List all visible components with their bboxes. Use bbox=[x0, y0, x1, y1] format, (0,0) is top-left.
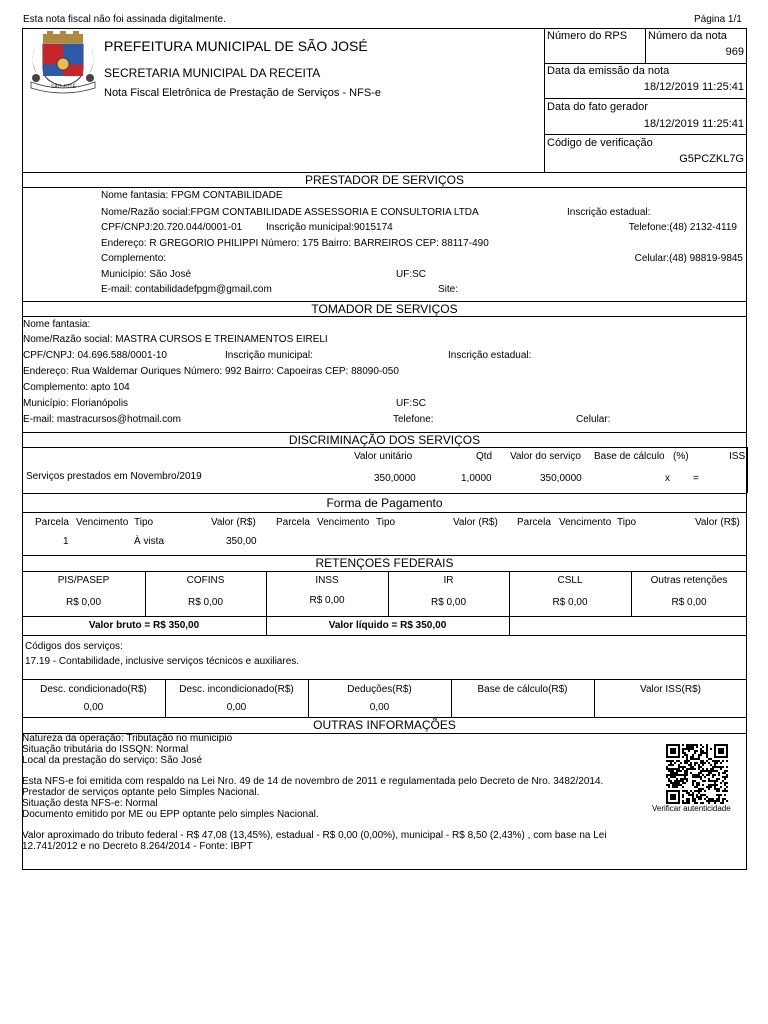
tomador-email: E-mail: mastracursos@hotmail.com bbox=[23, 414, 181, 425]
ret-value-csll: R$ 0,00 bbox=[552, 597, 588, 608]
prestador-municipio: Município: São José bbox=[101, 269, 192, 280]
verificar-autenticidade-link[interactable]: Verificar autenticidade bbox=[652, 804, 731, 813]
outras-line-10: Valor aproximado do tributo federal - R$ 47,08 (13,45%), estadual - R$ 0,00 (0,00%), municipal - R$ 8,50 (2,43%) , com base na Lei bbox=[22, 830, 607, 842]
prestador-endereco: Endereço: R GREGORIO PHILIPPI Número: 175 Bairro: BARREIROS CEP: 88117-490 bbox=[101, 238, 489, 249]
ded-label-base: Base de cálculo(R$) bbox=[477, 684, 568, 695]
outras-info-text bbox=[22, 734, 607, 853]
ret-value-ir: R$ 0,00 bbox=[430, 597, 467, 608]
prestador-fantasia: Nome fantasia: FPGM CONTABILIDADE bbox=[101, 190, 283, 201]
ret-label-inss: INSS bbox=[315, 575, 339, 586]
fato-value: 18/12/2019 11:25:41 bbox=[643, 118, 744, 130]
col-valor-unitario: Valor unitário bbox=[354, 451, 413, 462]
retencoes-section-title: RETENÇOES FEDERAIS bbox=[315, 556, 454, 570]
col-qtd: Qtd bbox=[476, 451, 493, 462]
pag-col-valor-1: Valor (R$) bbox=[211, 517, 256, 528]
tomador-fantasia: Nome fantasia: bbox=[23, 319, 91, 330]
servico-descricao: Serviços prestados em Novembro/2019 bbox=[26, 471, 202, 482]
ret-value-cofins: R$ 0,00 bbox=[187, 597, 224, 608]
tomador-celular: Celular: bbox=[576, 414, 611, 425]
pag-col-parcela-1: Parcela bbox=[35, 517, 69, 528]
prestador-title-rule bbox=[22, 187, 747, 188]
ret-label-outras: Outras retenções bbox=[650, 575, 728, 586]
codigos-label: Códigos dos serviços: bbox=[25, 641, 123, 652]
tomador-title-rule bbox=[22, 316, 747, 317]
ret-label-cofins: COFINS bbox=[186, 575, 225, 586]
outras-line-5: Esta NFS-e foi emitida com respaldo na Lei Nro. 49 de 14 de novembro de 2011 e regulamentada pelo Decreto de Nro. 3482/2014. bbox=[22, 776, 604, 788]
outras-line-3: Local da prestação do serviço: São José bbox=[22, 754, 203, 766]
col-percent: (%) bbox=[673, 451, 689, 462]
pag-col-valor-3: Valor (R$) bbox=[695, 517, 740, 528]
pag-col-parcela-2: Parcela bbox=[276, 517, 310, 528]
ded-label-condicionado: Desc. condicionado(R$) bbox=[40, 684, 147, 695]
pag-col-vencimento-2: Vencimento bbox=[317, 517, 370, 528]
tomador-im: Inscrição municipal: bbox=[225, 350, 313, 361]
outras-line-11: 12.741/2012 e no Decreto 8.264/2014 - Fonte: IBPT bbox=[22, 840, 253, 852]
prestador-im: Inscrição municipal:9015174 bbox=[266, 222, 393, 233]
outras-line-8: Documento emitido por ME ou EPP optante pelo simples Nacional. bbox=[22, 808, 319, 820]
nfse-title: Nota Fiscal Eletrônica de Prestação de Serviços - NFS-e bbox=[104, 87, 381, 99]
valor-bruto: Valor bruto = R$ 350,00 bbox=[88, 620, 200, 631]
pagamento-top-rule bbox=[22, 493, 747, 494]
pag-col-tipo-3: Tipo bbox=[617, 517, 637, 528]
prestador-cpf: CPF/CNPJ:20.720.044/0001-01 bbox=[101, 222, 243, 233]
servico-valor: 350,0000 bbox=[540, 473, 582, 484]
codigo-label: Código de verificação bbox=[547, 137, 653, 149]
outras-line-6: Prestador de serviços optante pelo Simples Nacional. bbox=[22, 786, 260, 798]
prestador-ie: Inscrição estadual: bbox=[567, 207, 651, 218]
retencoes-values-rule bbox=[22, 616, 747, 617]
fato-label: Data do fato gerador bbox=[547, 101, 648, 113]
tomador-telefone: Telefone: bbox=[393, 414, 434, 425]
prefeitura-title: PREFEITURA MUNICIPAL DE SÃO JOSÉ bbox=[104, 38, 368, 54]
prestador-razao: Nome/Razão social:FPGM CONTABILIDADE ASSESSORIA E CONSULTORIA LTDA bbox=[101, 207, 479, 218]
prestador-site: Site: bbox=[438, 284, 459, 295]
outras-line-1: Natureza da operação: Tributação no municipio bbox=[22, 733, 233, 744]
pag-col-parcela-3: Parcela bbox=[517, 517, 551, 528]
discriminacao-title-rule bbox=[22, 447, 747, 448]
rps-divider bbox=[645, 28, 646, 63]
header-rule-1 bbox=[544, 63, 747, 64]
header-rule-2 bbox=[544, 98, 747, 99]
servico-igual: = bbox=[693, 473, 699, 484]
ded-value-condicionado: 0,00 bbox=[83, 702, 104, 713]
nota-label: Número da nota bbox=[648, 30, 727, 42]
pag-col-vencimento-1: Vencimento bbox=[76, 517, 129, 528]
tomador-uf: UF:SC bbox=[396, 398, 426, 409]
ded-label-incondicionado: Desc. incondicionado(R$) bbox=[179, 684, 294, 695]
ret-value-pis: R$ 0,00 bbox=[65, 597, 102, 608]
col-valor-servico: Valor do serviço bbox=[510, 451, 581, 462]
ret-value-outras: R$ 0,00 bbox=[671, 597, 707, 608]
page-number: Página 1/1 bbox=[694, 14, 742, 25]
ret-value-inss: R$ 0,00 bbox=[309, 595, 345, 606]
outras-line-2: Situação tributária do ISSQN: Normal bbox=[22, 743, 189, 755]
pagamento-title-rule bbox=[22, 512, 747, 513]
servico-valor-unitario: 350,0000 bbox=[374, 473, 416, 484]
retencoes-title-rule bbox=[22, 571, 747, 572]
pag-row-valor: 350,00 bbox=[226, 536, 257, 547]
rps-label: Número do RPS bbox=[547, 30, 628, 42]
tomador-endereco: Endereço: Rua Waldemar Ouriques Número: 992 Bairro: Capoeiras CEP: 88090-050 bbox=[23, 366, 399, 377]
pag-row-parcela: 1 bbox=[63, 536, 69, 547]
ded-label-deducoes: Deduções(R$) bbox=[347, 684, 412, 695]
tomador-section-title: TOMADOR DE SERVIÇOS bbox=[311, 302, 458, 316]
pag-col-valor-2: Valor (R$) bbox=[453, 517, 498, 528]
prestador-complemento: Complemento: bbox=[101, 253, 167, 264]
prestador-celular: Celular:(48) 98819-9845 bbox=[634, 253, 743, 264]
emissao-value: 18/12/2019 11:25:41 bbox=[643, 81, 744, 93]
ded-value-incondicionado: 0,00 bbox=[226, 702, 247, 713]
valor-liquido: Valor líquido = R$ 350,00 bbox=[328, 620, 447, 631]
discriminacao-right-border bbox=[747, 447, 748, 493]
crest-banner-text: SÃO JOSÉ bbox=[51, 84, 77, 90]
qr-code-icon[interactable] bbox=[666, 744, 728, 804]
pag-col-tipo-1: Tipo bbox=[134, 517, 154, 528]
secretaria-title: SECRETARIA MUNICIPAL DA RECEITA bbox=[104, 66, 321, 80]
nota-value: 969 bbox=[725, 46, 744, 58]
ded-label-iss: Valor ISS(R$) bbox=[640, 684, 701, 695]
prestador-telefone: Telefone:(48) 2132-4119 bbox=[628, 222, 737, 233]
tomador-razao: Nome/Razão social: MASTRA CURSOS E TREINAMENTOS EIRELI bbox=[23, 334, 328, 345]
codigo-value: G5PCZKL7G bbox=[679, 153, 744, 165]
emissao-label: Data da emissão da nota bbox=[547, 65, 670, 77]
tomador-ie: Inscrição estadual: bbox=[448, 350, 532, 361]
pag-col-tipo-2: Tipo bbox=[376, 517, 396, 528]
col-iss: ISS bbox=[729, 451, 746, 462]
col-base-calculo: Base de cálculo bbox=[594, 451, 665, 462]
pag-row-tipo: À vista bbox=[134, 536, 165, 547]
ded-value-deducoes: 0,00 bbox=[369, 702, 390, 713]
deducoes-top-rule bbox=[22, 679, 747, 680]
ret-label-pis: PIS/PASEP bbox=[57, 575, 110, 586]
city-crest-logo bbox=[27, 30, 99, 96]
pagamento-section-title: Forma de Pagamento bbox=[326, 496, 443, 510]
tomador-complemento: Complemento: apto 104 bbox=[23, 382, 130, 393]
outras-line-7: Situação desta NFS-e: Normal bbox=[22, 797, 158, 809]
prestador-email: E-mail: contabilidadefpgm@gmail.com bbox=[101, 284, 272, 295]
servico-multiplicador: x bbox=[665, 473, 670, 484]
prestador-uf: UF:SC bbox=[396, 269, 426, 280]
discriminacao-section-title: DISCRIMINAÇÃO DOS SERVIÇOS bbox=[288, 433, 481, 447]
ret-label-ir: IR bbox=[443, 575, 454, 586]
unsigned-notice: Esta nota fiscal não foi assinada digitalmente. bbox=[23, 14, 226, 25]
servico-qtd: 1,0000 bbox=[461, 473, 492, 484]
tomador-cpf: CPF/CNPJ: 04.696.588/0001-10 bbox=[23, 350, 167, 361]
pag-col-vencimento-3: Vencimento bbox=[559, 517, 612, 528]
tomador-municipio: Município: Florianópolis bbox=[23, 398, 129, 409]
header-rule-3 bbox=[544, 134, 747, 135]
outras-section-title: OUTRAS INFORMAÇÕES bbox=[313, 718, 456, 732]
prestador-section-title: PRESTADOR DE SERVIÇOS bbox=[305, 173, 464, 187]
header-divider bbox=[544, 28, 545, 172]
ret-label-csll: CSLL bbox=[557, 575, 583, 586]
codigos-value: 17.19 - Contabilidade, inclusive serviços técnicos e auxiliares. bbox=[25, 656, 300, 667]
valores-bottom-rule bbox=[22, 635, 747, 636]
